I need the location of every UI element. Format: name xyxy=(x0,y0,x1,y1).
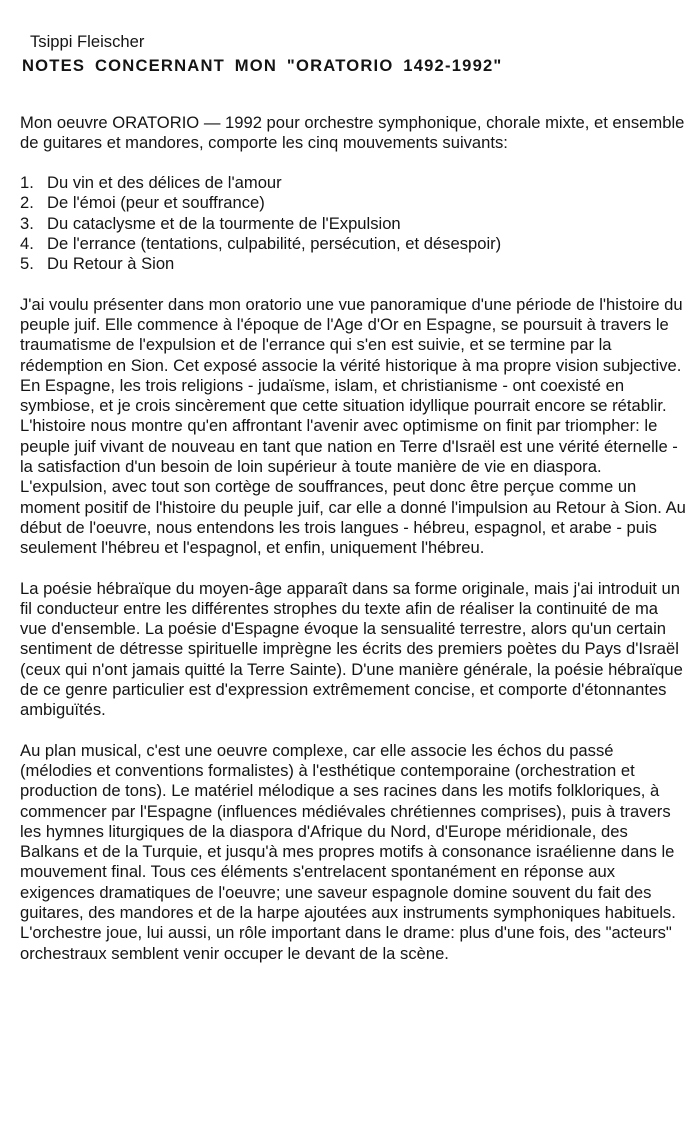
list-item xyxy=(20,193,686,213)
list-item xyxy=(20,173,686,193)
list-item-text: Du cataclysme et de la tourmente de l'Expulsion xyxy=(47,213,401,233)
body-paragraph-poetry: La poésie hébraïque du moyen-âge apparaît dans sa forme originale, mais j'ai introduit un fil conducteur entre les différentes strophes du texte afin de réaliser la continuité de ma vue d'ensemble. La poésie d'Espagne évoque la sensualité terrestre, alors qu'un certain sentiment de détresse spirituelle imprègne les écrits des premiers poètes du Pays d'Israël (ceux qui n'ont jamais quitté la Terre Sainte). D'une manière générale, la poésie hébraïque de ce genre particulier est d'expression extrêmement concise, et comporte d'étonnantes ambiguïtés. xyxy=(20,578,683,720)
list-item-text: Du vin et des délices de l'amour xyxy=(47,173,282,193)
list-item-text: De l'errance (tentations, culpabilité, persécution, et désespoir) xyxy=(47,234,502,254)
list-item xyxy=(20,214,686,234)
body-paragraph-music: Au plan musical, c'est une oeuvre complexe, car elle associe les échos du passé (mélodies et conventions formalistes) à l'esthétique contemporaine (orchestration et production de tons). Le matériel mélodique a ses racines dans les motifs folkloriques, à commencer par l'Espagne (influences médiévales chrétiennes comprises), puis à travers les hymnes liturgiques de la diaspora d'Afrique du Nord, d'Europe méridionale, des Balkans et de la Turquie, et jusqu'à mes propres motifs à consonance israélienne dans le mouvement final. Tous ces éléments s'entrelacent spontanément en réponse aux exigences dramatiques de l'oeuvre; une saveur espagnole domine souvent du fait des guitares, des mandores et de la harpe ajoutées aux instruments symphoniques habituels. L'orchestre joue, lui aussi, un rôle important dans le drame: plus d'une fois, des "acteurs" orchestraux semblent venir occuper le devant de la scène. xyxy=(20,740,676,963)
author-name: Tsippi Fleischer xyxy=(30,32,145,51)
list-item xyxy=(20,254,686,274)
list-item-number: 5. xyxy=(20,254,34,274)
body-paragraph-history: J'ai voulu présenter dans mon oratorio une vue panoramique d'une période de l'histoire du peuple juif. Elle commence à l'époque de l'Age d'Or en Espagne, se poursuit à travers le traumatisme de l'expulsion et de l'errance qui s'en est suivie, et se termine par la rédemption en Sion. Cet exposé associe la vérité historique à ma propre vision subjective. En Espagne, les trois religions - judaïsme, islam, et christianisme - ont coexisté en symbiose, et je crois sincèrement que cette situation idyllique pourrait encore se rétablir. L'histoire nous montre qu'en affrontant l'avenir avec optimisme on finit par triompher: le peuple juif vivant de nouveau en tant que nation en Terre d'Israël est une vérité éternelle - la satisfaction d'un besoin de loin supérieur à toute manière de vie en diaspora. L'expulsion, avec tout son cortège de souffrances, peut donc être perçue comme un moment positif de l'histoire du peuple juif, car elle a donné l'impulsion au Retour à Sion. Au début de l'oeuvre, nous entendons les trois langues - hébreu, espagnol, et arabe - puis seulement l'hébreu et l'espagnol, et enfin, uniquement l'hébreu. xyxy=(20,294,686,558)
document-title: NOTES CONCERNANT MON "ORATORIO 1492-1992" xyxy=(22,56,503,76)
list-item-text: Du Retour à Sion xyxy=(47,254,175,274)
list-item-number: 4. xyxy=(20,234,34,254)
list-item xyxy=(20,234,686,254)
movements-list xyxy=(20,173,686,274)
intro-paragraph: Mon oeuvre ORATORIO — 1992 pour orchestre symphonique, chorale mixte, et ensemble de guitares et mandores, comporte les cinq mouvements suivants: xyxy=(20,112,685,152)
list-item-text: De l'émoi (peur et souffrance) xyxy=(47,193,265,213)
list-item-number: 2. xyxy=(20,193,34,213)
list-item-number: 3. xyxy=(20,213,34,233)
list-item-number: 1. xyxy=(20,173,34,193)
